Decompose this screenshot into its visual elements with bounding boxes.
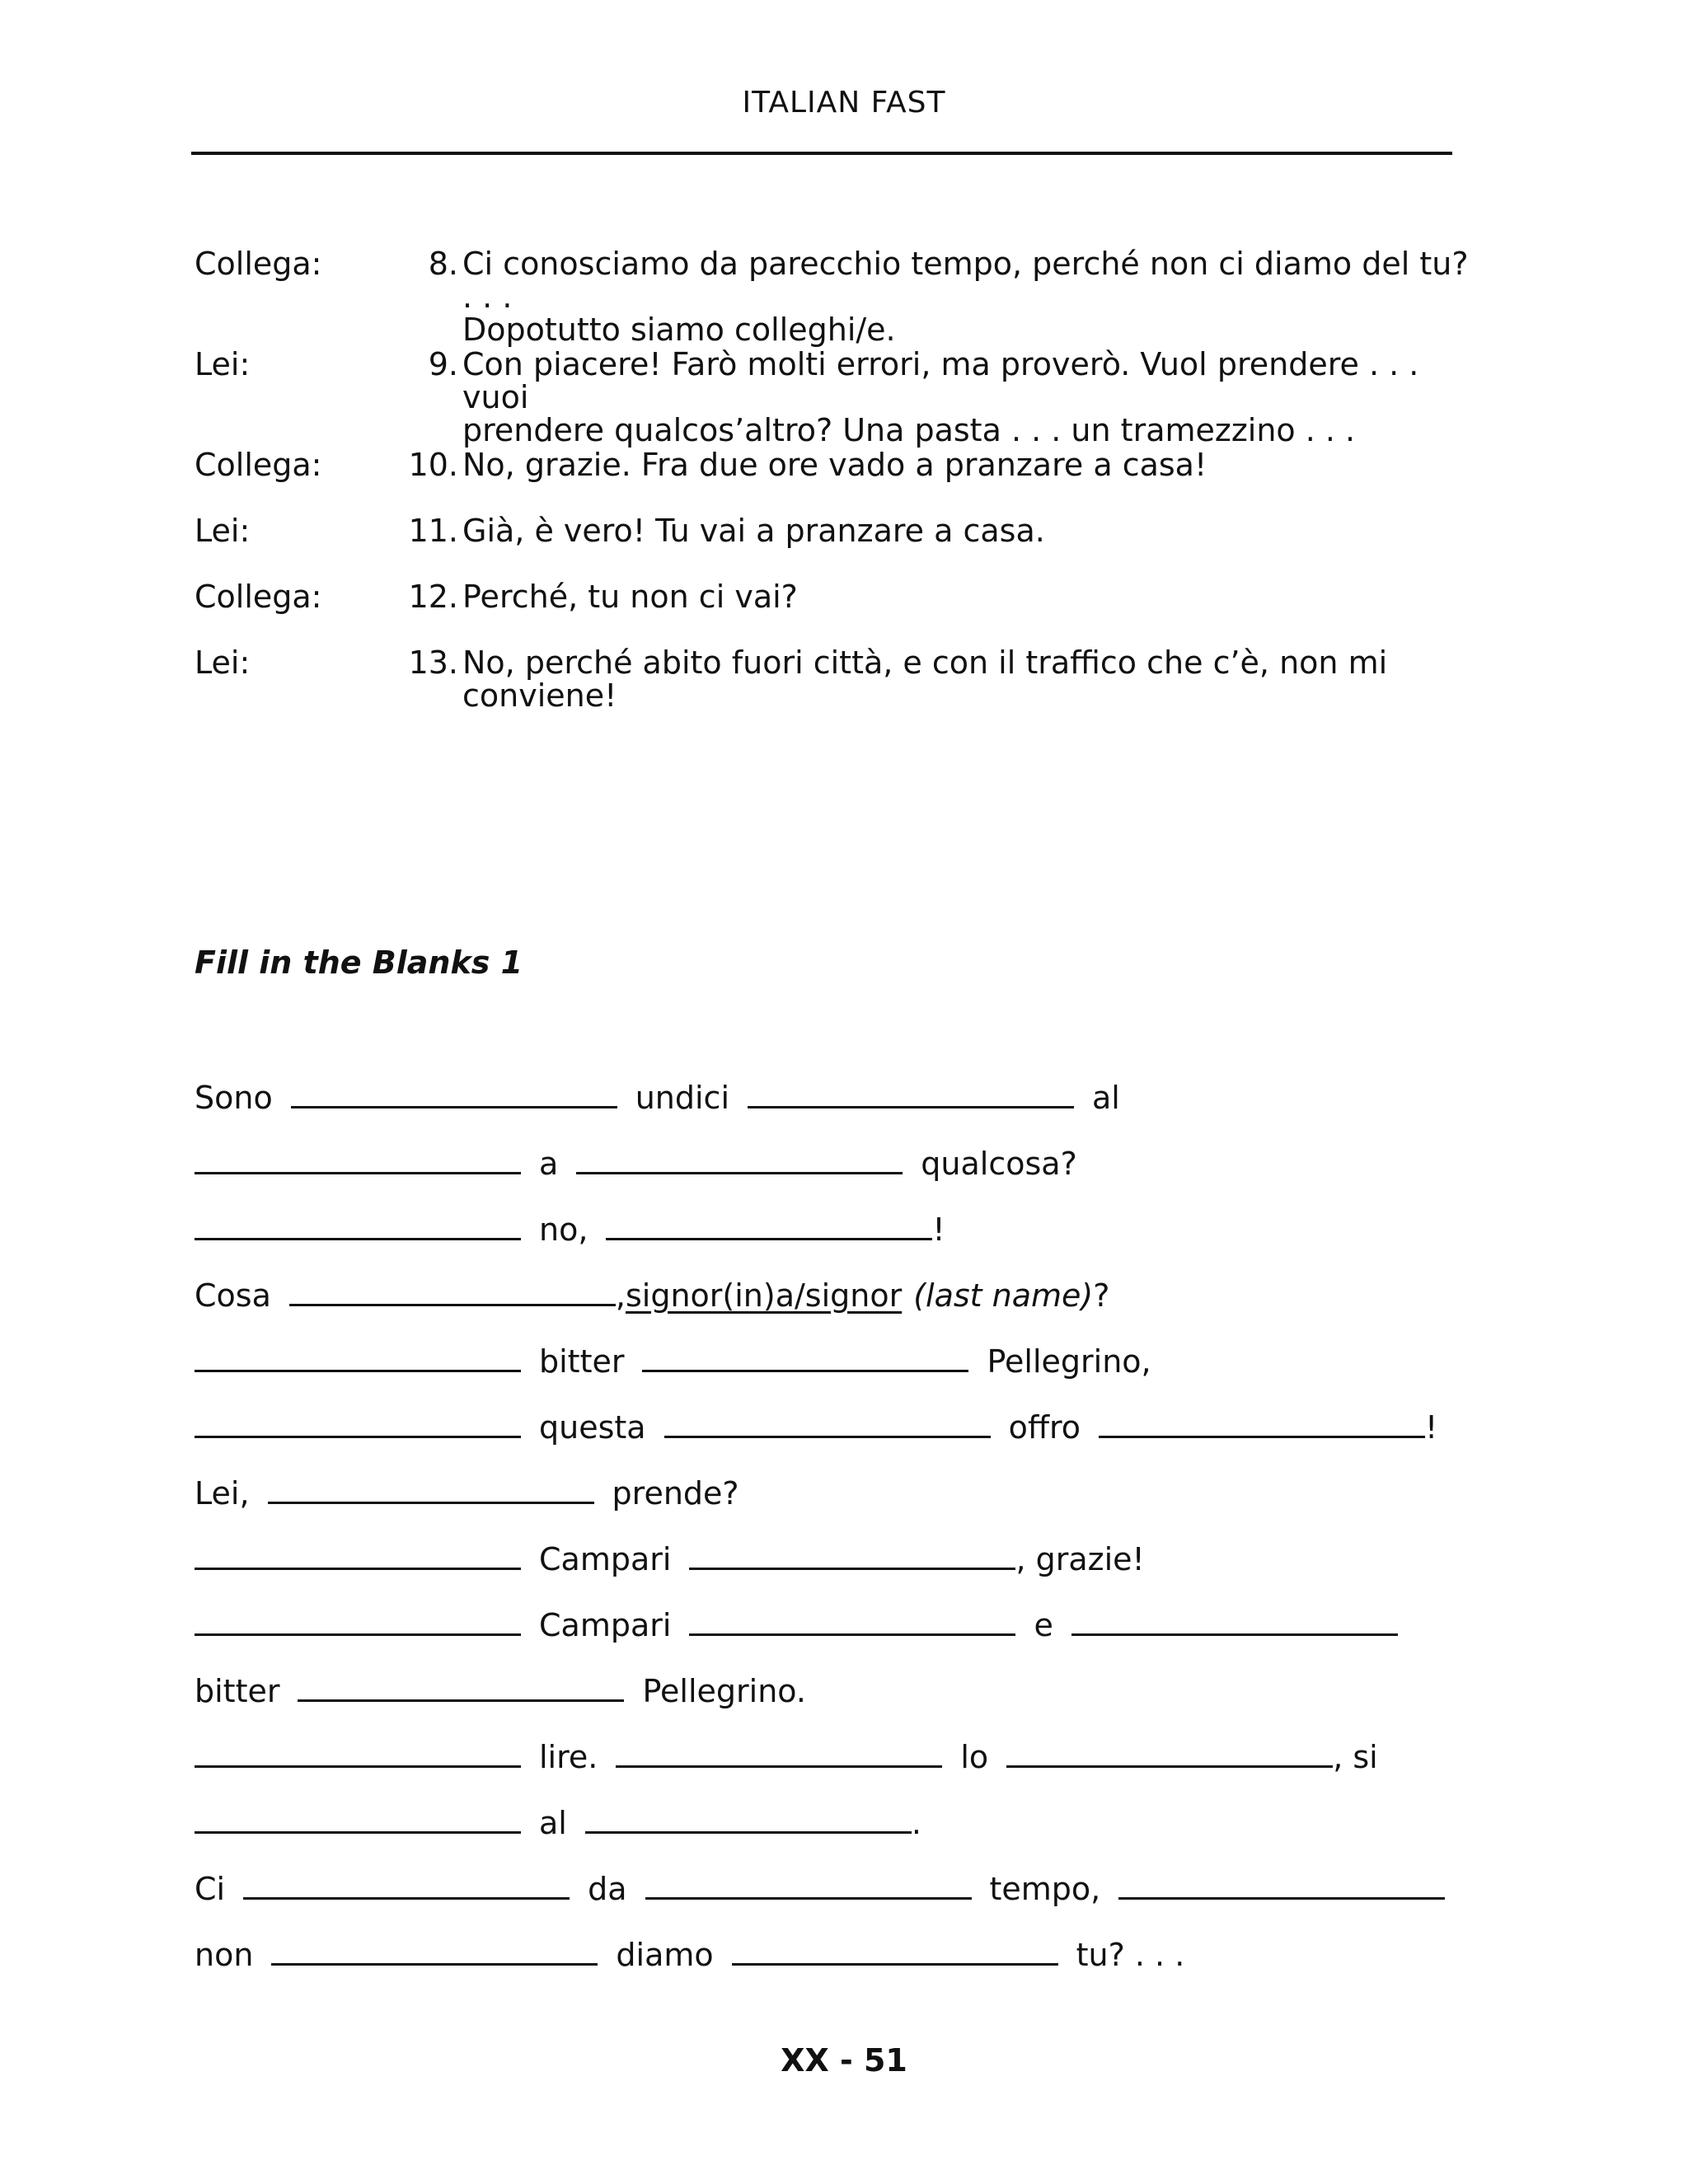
answer-blank[interactable] — [1118, 1891, 1445, 1900]
answer-blank[interactable] — [664, 1429, 991, 1438]
fill-word: Ci — [195, 1871, 226, 1907]
line-number: 12. — [408, 579, 458, 615]
fill-word: . — [911, 1805, 921, 1841]
answer-blank[interactable] — [645, 1891, 972, 1900]
answer-blank[interactable] — [271, 1957, 598, 1966]
fill-line — [195, 1277, 1109, 1319]
fill-word: non — [195, 1937, 254, 1973]
fill-word: , grazie! — [1015, 1541, 1145, 1577]
fill-word: prende? — [612, 1475, 739, 1511]
fill-word: tempo, — [989, 1871, 1101, 1907]
fill-line — [195, 1080, 1120, 1121]
text-line: Dopotutto siamo colleghi/e. — [462, 312, 896, 348]
answer-blank[interactable] — [585, 1825, 912, 1834]
speaker-label: Lei: — [195, 644, 251, 681]
fill-word: Cosa — [195, 1277, 271, 1314]
answer-blank[interactable] — [1006, 1759, 1333, 1768]
fill-word: lire. — [539, 1739, 598, 1775]
answer-blank[interactable] — [268, 1495, 594, 1504]
answer-blank[interactable] — [195, 1363, 521, 1372]
line-number: 13. — [408, 644, 458, 681]
fill-word: , — [615, 1277, 626, 1314]
answer-blank[interactable] — [195, 1627, 521, 1636]
fill-word: Pellegrino. — [642, 1673, 806, 1709]
text-line: Con piacere! Farò molti errori, ma proverò. Vuol prendere . . . vuoi — [462, 346, 1419, 415]
fill-word: Sono — [195, 1080, 273, 1116]
fill-word: a — [539, 1146, 559, 1182]
fill-word: tu? . . . — [1076, 1937, 1185, 1973]
fill-word: Lei, — [195, 1475, 250, 1511]
fill-line — [195, 1343, 1151, 1385]
answer-blank[interactable] — [291, 1099, 617, 1108]
fill-word: bitter — [195, 1673, 280, 1709]
fill-word: Pellegrino, — [987, 1343, 1151, 1380]
fill-word: ! — [932, 1212, 945, 1248]
answer-blank[interactable] — [1099, 1429, 1425, 1438]
answer-blank[interactable] — [195, 1231, 521, 1240]
text-line: conviene! — [462, 677, 617, 714]
fill-word: no, — [539, 1212, 588, 1248]
fill-word: e — [1034, 1607, 1053, 1643]
answer-blank[interactable] — [195, 1561, 521, 1570]
fill-line — [195, 1146, 1077, 1187]
running-header: ITALIAN FAST — [742, 86, 946, 120]
answer-blank[interactable] — [1071, 1627, 1398, 1636]
answer-blank[interactable] — [642, 1363, 968, 1372]
fill-word: da — [588, 1871, 627, 1907]
answer-blank[interactable] — [606, 1231, 932, 1240]
line-text — [462, 247, 1476, 346]
line-text — [462, 348, 1476, 447]
fill-word: , si — [1333, 1739, 1378, 1775]
text-line: No, perché abito fuori città, e con il traffico che c’è, non mi — [462, 644, 1388, 681]
speaker-label: Lei: — [195, 346, 251, 382]
text-line: prendere qualcos’altro? Una pasta . . . un tramezzino . . . — [462, 412, 1356, 448]
fill-word: al — [539, 1805, 567, 1841]
speaker-label: Collega: — [195, 246, 322, 282]
speaker-label: Lei: — [195, 513, 251, 549]
answer-blank[interactable] — [748, 1099, 1074, 1108]
answer-blank[interactable] — [195, 1429, 521, 1438]
fill-word: qualcosa? — [921, 1146, 1077, 1182]
speaker-label: Collega: — [195, 447, 322, 483]
header-rule — [191, 152, 1452, 155]
line-number: 11. — [408, 513, 458, 549]
fill-line — [195, 1607, 1398, 1648]
fill-word: diamo — [616, 1937, 714, 1973]
fill-line — [195, 1673, 806, 1714]
speaker-label: Collega: — [195, 579, 322, 615]
fill-word: signor(in)a/signor — [625, 1277, 903, 1314]
answer-blank[interactable] — [576, 1165, 903, 1174]
line-text — [462, 646, 1476, 712]
text-line: Ci conosciamo da parecchio tempo, perché non ci diamo del tu? . . . — [462, 246, 1469, 315]
section-title: Fill in the Blanks 1 — [195, 944, 523, 981]
fill-word: questa — [539, 1409, 646, 1446]
fill-line — [195, 1805, 921, 1846]
answer-blank[interactable] — [195, 1165, 521, 1174]
answer-blank[interactable] — [616, 1759, 942, 1768]
line-text: Già, è vero! Tu vai a pranzare a casa. — [462, 513, 1045, 549]
fill-line — [195, 1871, 1445, 1912]
fill-line — [195, 1937, 1184, 1978]
page-number: XX - 51 — [781, 2042, 907, 2079]
fill-word: undici — [635, 1080, 729, 1116]
answer-blank[interactable] — [243, 1891, 570, 1900]
answer-blank[interactable] — [289, 1297, 616, 1306]
fill-word: bitter — [539, 1343, 625, 1380]
fill-word: Campari — [539, 1541, 672, 1577]
line-text: No, grazie. Fra due ore vado a pranzare a casa! — [462, 447, 1207, 483]
fill-line — [195, 1409, 1437, 1451]
line-text: Perché, tu non ci vai? — [462, 579, 798, 615]
answer-blank[interactable] — [689, 1561, 1015, 1570]
fill-word: lo — [960, 1739, 989, 1775]
fill-line — [195, 1475, 739, 1516]
answer-blank[interactable] — [689, 1627, 1015, 1636]
fill-word: (last name) — [913, 1277, 1094, 1314]
fill-line — [195, 1212, 945, 1253]
fill-word: offro — [1008, 1409, 1081, 1446]
answer-blank[interactable] — [298, 1693, 624, 1702]
line-number: 10. — [408, 447, 458, 483]
fill-line — [195, 1739, 1378, 1780]
fill-word: ! — [1425, 1409, 1438, 1446]
line-number: 9. — [428, 346, 458, 382]
fill-word: Campari — [539, 1607, 672, 1643]
fill-line — [195, 1541, 1145, 1582]
fill-word: ? — [1093, 1277, 1110, 1314]
line-number: 8. — [428, 246, 458, 282]
answer-blank[interactable] — [195, 1825, 521, 1834]
answer-blank[interactable] — [732, 1957, 1058, 1966]
answer-blank[interactable] — [195, 1759, 521, 1768]
fill-word: al — [1092, 1080, 1120, 1116]
